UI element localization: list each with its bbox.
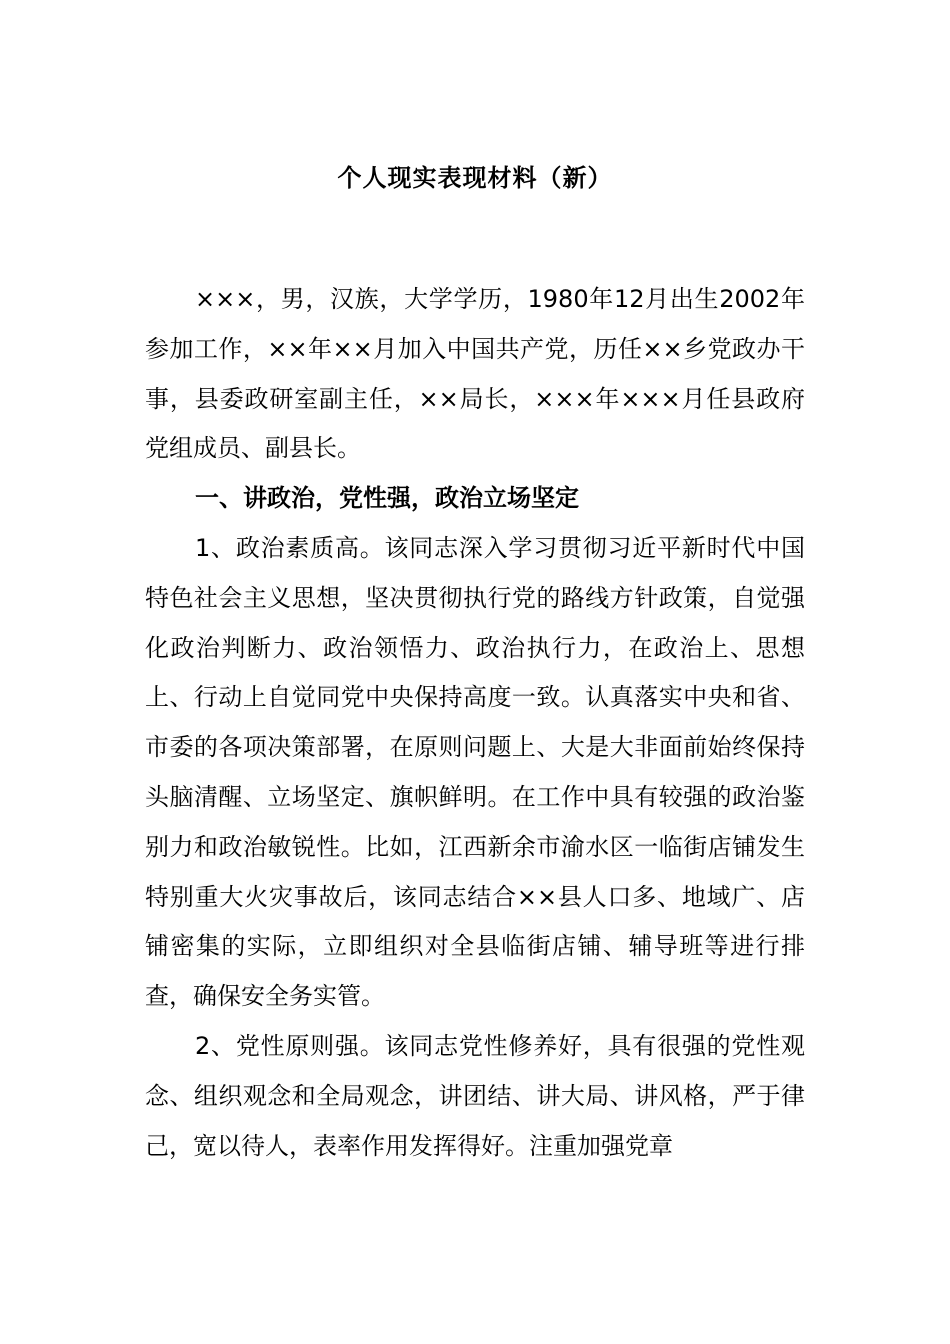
intro-paragraph: ×××，男，汉族，大学学历，1980年12月出生2002年参加工作，××年××月加入中国共产党，历任××乡党政办干事，县委政研室副主任，××局长，×××年×××月任县政府党组成员、副县长。 xyxy=(145,285,805,463)
document-title: 个人现实表现材料（新） xyxy=(337,164,613,192)
item-paragraph-2: 2、党性原则强。该同志党性修养好，具有很强的党性观念、组织观念和全局观念，讲团结、讲大局、讲风格，严于律己，宽以待人，表率作用发挥得好。注重加强党章 xyxy=(145,1031,805,1160)
document-body xyxy=(145,275,805,1171)
section-heading: 一、讲政治，党性强，政治立场坚定 xyxy=(195,484,579,513)
item-paragraph-1: 1、政治素质高。该同志深入学习贯彻习近平新时代中国特色社会主义思想，坚决贯彻执行党的路线方针政策，自觉强化政治判断力、政治领悟力、政治执行力，在政治上、思想上、行动上自觉同党中央保持高度一致。认真落实中央和省、市委的各项决策部署，在原则问题上、大是大非面前始终保持头脑清醒、立场坚定、旗帜鲜明。在工作中具有较强的政治鉴别力和政治敏锐性。比如，江西新余市渝水区一临街店铺发生特别重大火灾事故后，该同志结合××县人口多、地域广、店铺密集的实际，立即组织对全县临街店铺、辅导班等进行排查，确保安全务实管。 xyxy=(145,533,805,1011)
